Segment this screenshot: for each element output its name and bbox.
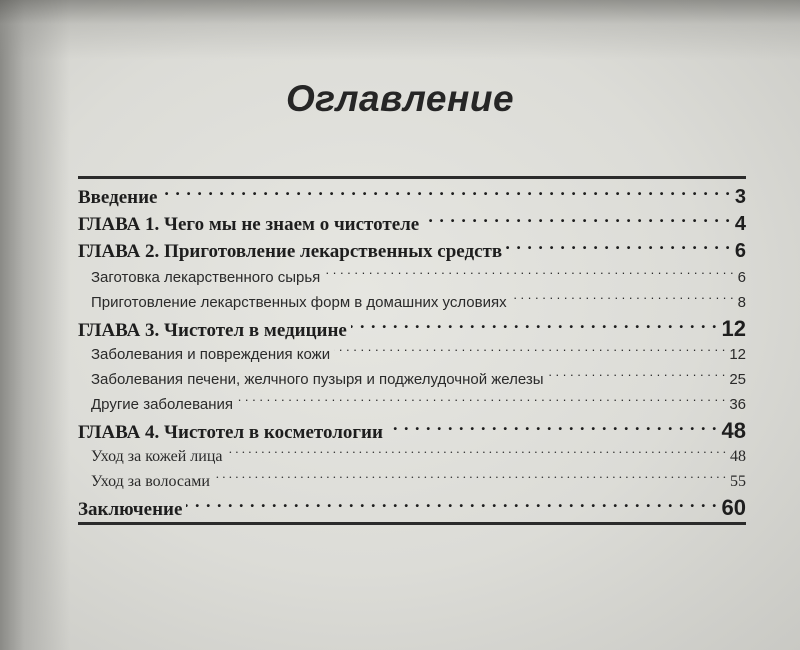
top-rule bbox=[78, 176, 746, 179]
toc-entry-page: 6 bbox=[737, 269, 746, 286]
leader-dots bbox=[351, 318, 718, 336]
toc-entry-hair-care[interactable] bbox=[78, 469, 746, 494]
toc-entry-skin-diseases[interactable] bbox=[78, 342, 746, 367]
leader-dots bbox=[186, 497, 717, 515]
leader-dots bbox=[237, 396, 725, 409]
toc-entry-label: ГЛАВА 1. Чего мы не знаем о чистотеле bbox=[78, 214, 420, 235]
leader-dots bbox=[387, 420, 718, 438]
leader-dots bbox=[324, 269, 733, 282]
toc-entry-page: 60 bbox=[721, 495, 746, 520]
toc-entry-label: Заключение bbox=[78, 499, 183, 520]
toc-entry-label: Заготовка лекарственного сырья bbox=[91, 269, 321, 286]
leader-dots bbox=[162, 185, 731, 203]
toc-entry-page: 36 bbox=[729, 396, 746, 413]
toc-entry-page: 8 bbox=[737, 294, 746, 311]
leader-dots bbox=[214, 473, 726, 486]
table-of-contents bbox=[78, 184, 746, 521]
toc-entry-chapter-2[interactable] bbox=[78, 238, 746, 265]
toc-entry-raw-material[interactable] bbox=[78, 265, 746, 290]
toc-entry-introduction[interactable] bbox=[78, 184, 746, 211]
toc-entry-page: 6 bbox=[734, 240, 746, 262]
toc-entry-page: 48 bbox=[721, 418, 746, 443]
toc-entry-label: Приготовление лекарственных форм в домашних условиях bbox=[91, 294, 507, 311]
leader-dots bbox=[334, 346, 725, 359]
toc-entry-page: 48 bbox=[730, 448, 746, 465]
leader-dots bbox=[227, 448, 727, 461]
toc-entry-label: Введение bbox=[78, 187, 158, 208]
toc-entry-other-diseases[interactable] bbox=[78, 392, 746, 417]
bottom-rule bbox=[78, 522, 746, 525]
toc-entry-label: Другие заболевания bbox=[91, 396, 234, 413]
toc-entry-chapter-3[interactable] bbox=[78, 315, 746, 342]
toc-entry-home-preparation[interactable] bbox=[78, 290, 746, 315]
toc-entry-label: Уход за волосами bbox=[91, 473, 210, 490]
leader-dots bbox=[548, 371, 726, 384]
toc-entry-page: 55 bbox=[730, 473, 746, 490]
leader-dots bbox=[423, 212, 731, 230]
toc-entry-label: Заболевания и повреждения кожи bbox=[91, 346, 331, 363]
toc-entry-page: 12 bbox=[721, 316, 746, 341]
page-title: Оглавление bbox=[285, 78, 515, 119]
toc-entry-conclusion[interactable] bbox=[78, 494, 746, 521]
toc-entry-liver-diseases[interactable] bbox=[78, 367, 746, 392]
toc-entry-page: 12 bbox=[729, 346, 746, 363]
toc-entry-label: ГЛАВА 3. Чистотел в медицине bbox=[78, 320, 347, 341]
leader-dots bbox=[506, 239, 731, 257]
top-shadow bbox=[0, 0, 800, 60]
leader-dots bbox=[511, 294, 734, 307]
toc-entry-page: 25 bbox=[729, 371, 746, 388]
toc-entry-label: Заболевания печени, желчного пузыря и поджелудочной железы bbox=[91, 371, 544, 388]
toc-entry-page: 4 bbox=[734, 213, 746, 235]
toc-entry-chapter-4[interactable] bbox=[78, 417, 746, 444]
toc-entry-face-care[interactable] bbox=[78, 444, 746, 469]
toc-entry-label: ГЛАВА 2. Приготовление лекарственных средств bbox=[78, 241, 503, 262]
toc-entry-label: Уход за кожей лица bbox=[91, 448, 223, 465]
toc-entry-label: ГЛАВА 4. Чистотел в косметологии bbox=[78, 422, 383, 443]
toc-entry-chapter-1[interactable] bbox=[78, 211, 746, 238]
toc-entry-page: 3 bbox=[734, 186, 746, 208]
